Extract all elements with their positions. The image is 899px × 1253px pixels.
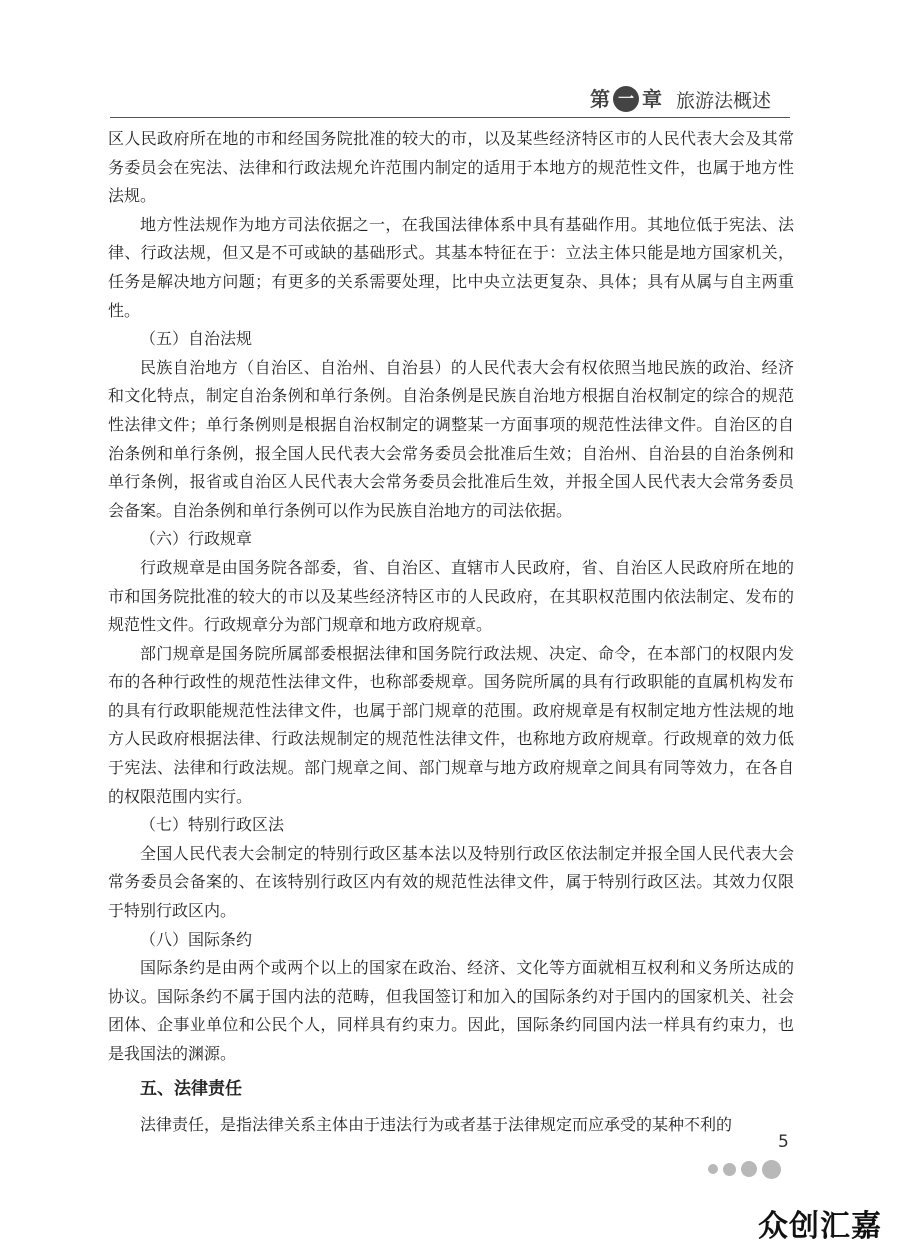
subheading-administrative-rules: （六）行政规章 <box>140 529 253 549</box>
chapter-number-badge: 一 <box>613 86 639 112</box>
page-number: 5 <box>778 1132 789 1152</box>
paragraph: 法律责任，是指法律关系主体由于违法行为或者基于法律规定而应承受的某种不利的 <box>140 1114 733 1134</box>
decorative-dots <box>708 1158 790 1180</box>
subheading-special-admin-region-law: （七）特别行政区法 <box>140 815 285 835</box>
dot-icon <box>723 1163 736 1176</box>
paragraph: 全国人民代表大会制定的特别行政区基本法以及特别行政区依法制定并报全国人民代表大会常务委员会备案的、在该特别行政区内有效的规范性法律文件，属于特别行政区法。其效力仅限于特别行政区内。 <box>108 843 794 921</box>
subheading-international-treaties: （八）国际条约 <box>140 929 253 949</box>
paragraph: 行政规章是由国务院各部委，省、自治区、直辖市人民政府，省、自治区人民政府所在地的市和国务院批准的较大的市以及某些经济特区市的人民政府，在其职权范围内依法制定、发布的规范性文件。行政规章分为部门规章和地方政府规章。 <box>108 557 794 635</box>
paragraph: 民族自治地方（自治区、自治州、自治县）的人民代表大会有权依照当地民族的政治、经济和文化特点，制定自治条例和单行条例。自治条例是民族自治地方根据自治权制定的综合的规范性法律文件；单行条例则是根据自治权制定的调整某一方面事项的规范性法律文件。自治区的自治条例和单行条例，报全国人民代表大会常务委员会批准后生效；自治州、自治县的自治条例和单行条例，报省或自治区人民代表大会常务委员会批准后生效，并报全国人民代表大会常务委员会备案。自治条例和单行条例可以作为民族自治地方的司法依据。 <box>108 357 794 520</box>
dot-icon <box>741 1161 757 1177</box>
dot-icon <box>762 1160 781 1179</box>
chapter-prefix: 第 <box>590 87 610 111</box>
dot-icon <box>708 1164 718 1174</box>
paragraph-continuation: 区人民政府所在地的市和经国务院批准的较大的市，以及某些经济特区市的人民代表大会及其常务委员会在宪法、法律和行政法规允许范围内制定的适用于本地方的规范性文件，也属于地方性法规。 <box>108 129 794 206</box>
subheading-autonomous-regulations: （五）自治法规 <box>140 329 253 349</box>
paragraph: 部门规章是国务院所属部委根据法律和国务院行政法规、决定、命令，在本部门的权限内发布的各种行政性的规范性法律文件，也称部委规章。国务院所属的具有行政职能的直属机构发布的具有行政职能规范性法律文件，也属于部门规章的范围。政府规章是有权制定地方性法规的地方人民政府根据法律、行政法规制定的规范性法律文件，也称地方政府规章。行政规章的效力低于宪法、法律和行政法规。部门规章之间、部门规章与地方政府规章之间具有同等效力，在各自的权限范围内实行。 <box>108 643 794 806</box>
page-body <box>108 125 794 1139</box>
header-rule <box>110 117 790 118</box>
section-heading-legal-liability: 五、法律责任 <box>140 1078 242 1099</box>
chapter-suffix: 章 <box>642 87 662 111</box>
chapter-header <box>590 82 790 116</box>
paragraph: 国际条约是由两个或两个以上的国家在政治、经济、文化等方面就相互权利和义务所达成的协议。国际条约不属于国内法的范畴，但我国签订和加入的国际条约对于国内的国家机关、社会团体、企事业单位和公民个人，同样具有约束力。因此，国际条约同国内法一样具有约束力，也是我国法的渊源。 <box>108 958 794 1063</box>
watermark-logo: 众创汇嘉 <box>758 1209 882 1244</box>
paragraph: 地方性法规作为地方司法依据之一，在我国法律体系中具有基础作用。其地位低于宪法、法律、行政法规，但又是不可或缺的基础形式。其基本特征在于：立法主体只能是地方国家机关，任务是解决地方问题；有更多的关系需要处理，比中央立法更复杂、具体；具有从属与自主两重性。 <box>108 214 794 320</box>
chapter-title: 旅游法概述 <box>676 89 772 112</box>
